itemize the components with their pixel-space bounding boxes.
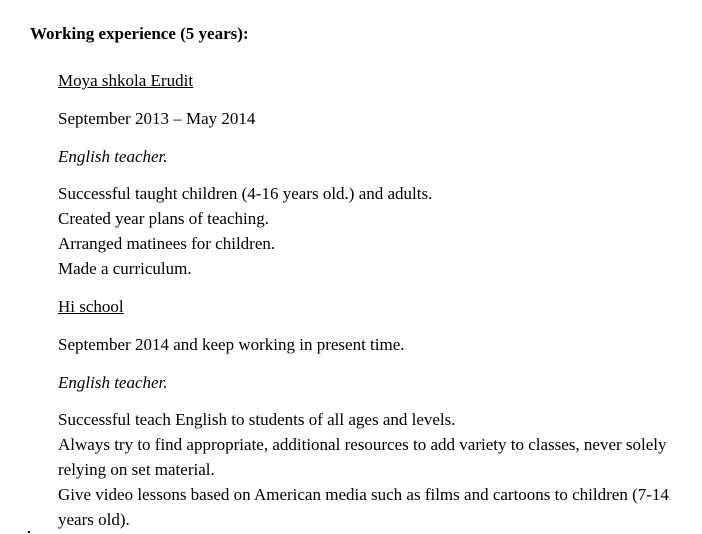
stray-dot [28,531,30,533]
job-1-duty: Created year plans of teaching. [58,209,269,228]
job-1-role: English teacher. [58,147,168,166]
job-1-duties [58,181,698,281]
job-2-employer: Hi school [58,297,124,316]
job-2-duty: Give video lessons based on American media such as films and cartoons to children (7-14 years old). [58,485,669,529]
job-1-employer: Moya shkola Erudit [58,71,194,90]
job-2-duty: Successful teach English to students of all ages and levels. [58,410,456,429]
job-1-duty: Successful taught children (4-16 years old.) and adults. [58,184,433,203]
job-2-role: English teacher. [58,373,168,392]
job-1-duty: Made a curriculum. [58,259,192,278]
job-1-period: September 2013 – May 2014 [58,109,256,128]
section-heading: Working experience (5 years): [30,24,249,43]
job-2-duty: Always try to find appropriate, additional resources to add variety to classes, never solely relying on set material. [58,435,667,479]
job-2-period: September 2014 and keep working in present time. [58,335,405,354]
job-1-duty: Arranged matinees for children. [58,234,276,253]
job-2-duties [58,407,698,532]
